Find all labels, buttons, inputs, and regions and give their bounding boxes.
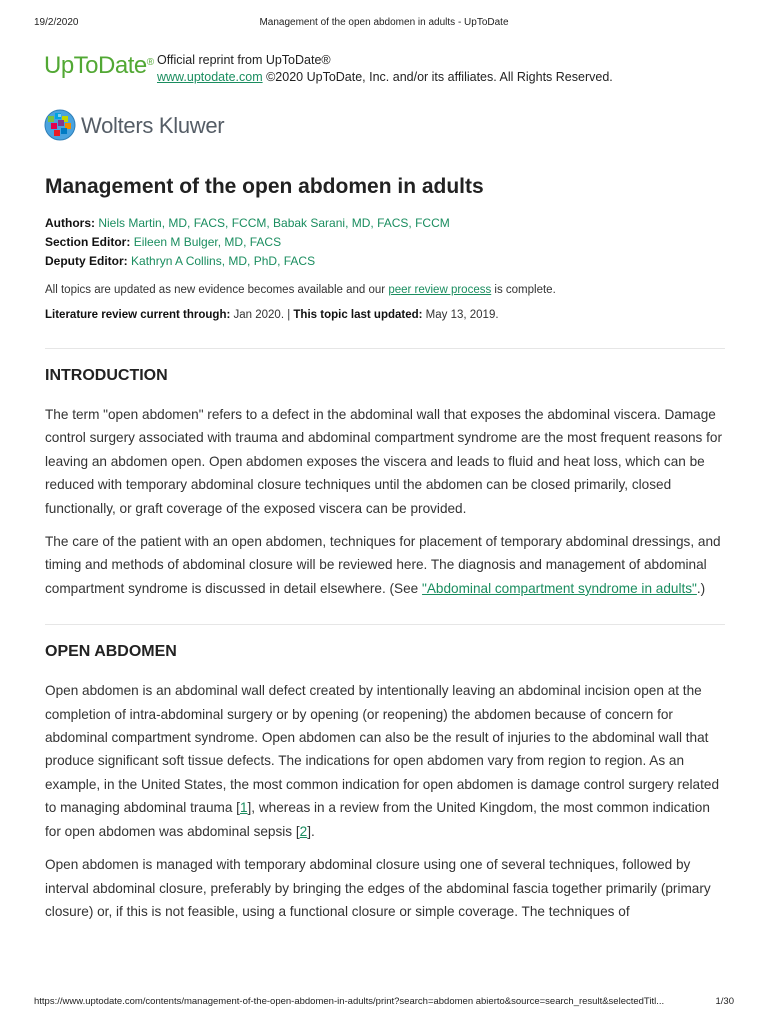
update-note-end: is complete. [491, 284, 556, 296]
reprint-line: Official reprint from UpToDate® [157, 53, 331, 67]
article-meta [45, 214, 725, 271]
acs-topic-link[interactable]: "Abdominal compartment syndrome in adults" [422, 580, 697, 596]
last-updated-label: This topic last updated: [293, 309, 423, 321]
intro-paragraph-2 [45, 530, 725, 600]
section-heading-open-abdomen: OPEN ABDOMEN [45, 643, 177, 661]
page-number: 1/30 [715, 996, 734, 1007]
section-editor-value[interactable]: Eileen M Bulger, MD, FACS [133, 235, 282, 249]
section-editor-label: Section Editor: [45, 235, 131, 249]
section-editor-row [45, 233, 725, 252]
page-title: Management of the open abdomen in adults [45, 175, 484, 198]
print-date: 19/2/2020 [34, 17, 79, 28]
lit-review-value: Jan 2020. | [230, 309, 294, 321]
open-abdomen-paragraph-2: Open abdomen is managed with temporary abdominal closure using one of several techniques, followed by interval abdominal closure, preferably by bringing the edges of the abdominal fascia together primarily (primary closure) or, if this is not feasible, using a functional closure or simple coverage. The techniques of [45, 857, 711, 919]
wolters-kluwer-icon [44, 109, 76, 141]
intro-paragraph-1: The term "open abdomen" refers to a defect in the abdominal wall that exposes the abdominal viscera. Damage control surgery associated with trauma and abdominal compartment syndrome are the most frequent reasons for leaving an abdomen open. Open abdomen exposes the viscera and leads to fluid and heat loss, which can be reduced with temporary abdominal closure techniques until the abdomen can be closed primarily, closed functionally, or graft coverage of the exposed viscera can be provided. [45, 407, 722, 516]
lit-review-label: Literature review current through: [45, 309, 231, 321]
publisher-name: Wolters Kluwer [81, 113, 225, 138]
print-title: Management of the open abdomen in adults - UpToDate [259, 17, 509, 28]
divider [45, 624, 725, 625]
peer-review-link[interactable]: peer review process [388, 284, 492, 296]
deputy-editor-label: Deputy Editor: [45, 254, 128, 268]
authors-value[interactable]: Niels Martin, MD, FACS, FCCM, Babak Sarani, MD, FACS, FCCM [98, 216, 450, 230]
open-abdomen-paragraph-1 [45, 679, 725, 843]
deputy-editor-value[interactable]: Kathryn A Collins, MD, PhD, FACS [131, 254, 316, 268]
review-status [45, 307, 725, 324]
reference-link-1[interactable]: 1 [239, 800, 248, 816]
intro-p2-end: .) [696, 580, 706, 596]
article [45, 172, 725, 923]
copyright-text: ©2020 UpToDate, Inc. and/or its affiliates. All Rights Reserved. [266, 70, 613, 84]
oa-p1-text-c: ]. [307, 823, 315, 839]
update-note [45, 282, 725, 299]
update-note-text: All topics are updated as new evidence becomes available and our [45, 284, 389, 296]
reference-link-2[interactable]: 2 [299, 823, 308, 839]
copyright-line [157, 69, 613, 86]
print-url: https://www.uptodate.com/contents/management-of-the-open-abdomen-in-adults/print?search=abdomen abierto&source=search_result&selectedTitl... [34, 996, 665, 1007]
reprint-notice [157, 52, 613, 86]
uptodate-logo-text: UpToDate [44, 52, 147, 79]
divider [45, 348, 725, 349]
oa-p1-text-a: Open abdomen is an abdominal wall defect created by intentionally leaving an abdominal incision open at the completion of intra-abdominal surgery or by opening (or reopening) the abdomen because of concern for abdominal compartment syndrome. Open abdomen can also be the result of injuries to the abdominal wall that produce significant soft tissue defects. The indications for open abdomen vary from region to region. As an example, in the United States, the most common indication for open abdomen is damage control surgery related to managing abdominal trauma [ [45, 683, 720, 816]
section-heading-introduction: INTRODUCTION [45, 367, 168, 384]
authors-row [45, 214, 725, 233]
site-link[interactable]: www.uptodate.com [157, 70, 263, 84]
uptodate-logo[interactable] [44, 52, 154, 80]
oa-p1-text-b: ], whereas in a review from the United Kingdom, the most common indication for open abdomen was abdominal sepsis [ [45, 800, 710, 839]
last-updated-value: May 13, 2019. [422, 309, 499, 321]
print-footer [34, 996, 734, 1010]
intro-p2-text: The care of the patient with an open abdomen, techniques for placement of temporary abdominal dressings, and timing and methods of abdominal closure will be reviewed here. The diagnosis and management of abdominal compartment syndrome is discussed in detail elsewhere. (See [45, 534, 721, 596]
print-header [34, 17, 734, 31]
registered-mark: ® [146, 57, 154, 68]
deputy-editor-row [45, 252, 725, 271]
authors-label: Authors: [45, 216, 95, 230]
